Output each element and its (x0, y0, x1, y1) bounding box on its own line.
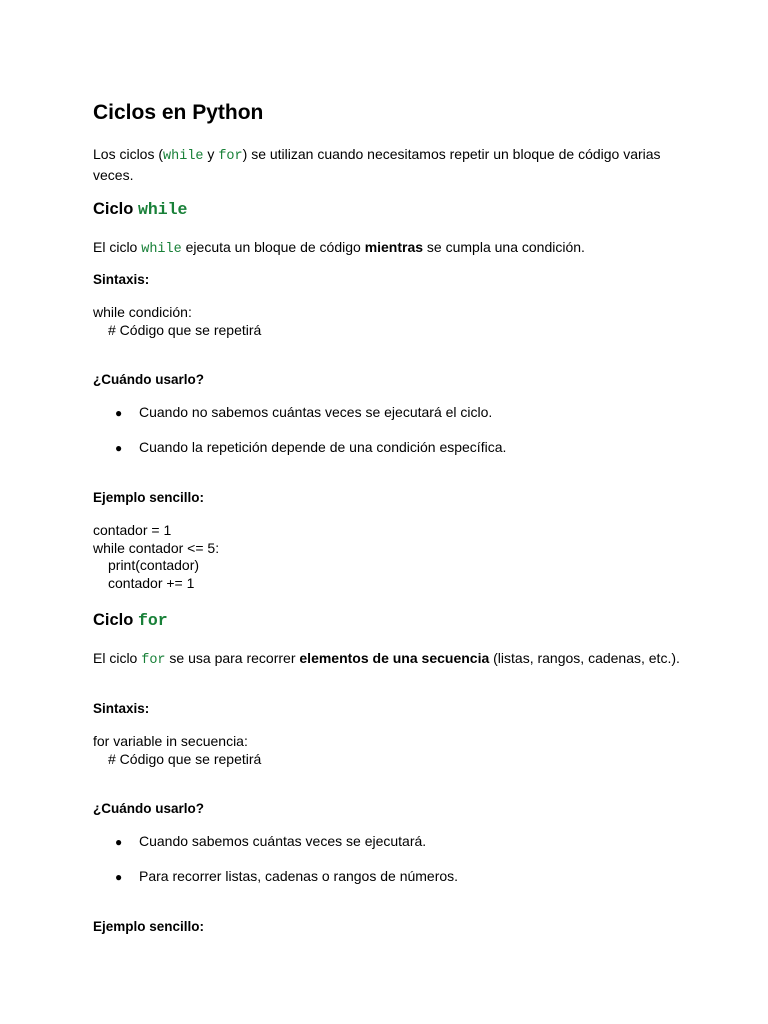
while-example-block (93, 522, 219, 592)
for-heading-text: Ciclo (93, 611, 138, 629)
for-desc-before: El ciclo (93, 650, 142, 666)
for-syntax-label: Sintaxis: (93, 701, 150, 716)
intro-text-after: ) se utilizan cuando necesitamos repetir un bloque de código varias veces. (93, 146, 661, 183)
list-item-text: Cuando no sabemos cuántas veces se ejecutará el ciclo. (139, 404, 493, 420)
while-heading (93, 200, 187, 219)
for-example-label: Ejemplo sencillo: (93, 919, 205, 934)
list-item (115, 439, 506, 455)
for-desc-mid: se usa para recorrer (165, 650, 300, 666)
intro-code-for: for (218, 149, 243, 164)
list-item (115, 833, 426, 849)
bullet-icon: ● (115, 870, 123, 884)
intro-code-while: while (163, 149, 204, 164)
bullet-icon: ● (115, 441, 123, 455)
list-item-text: Cuando la repetición depende de una condición específica. (139, 439, 507, 455)
while-syntax-line: # Código que se repetirá (108, 321, 262, 338)
for-heading (93, 611, 168, 630)
intro-paragraph (93, 145, 683, 184)
while-syntax-block (93, 304, 261, 339)
while-syntax-line: while condición: (93, 304, 192, 320)
list-item (115, 404, 492, 420)
for-description (93, 649, 683, 670)
while-heading-text: Ciclo (93, 200, 138, 218)
while-example-line: while contador <= 5: (93, 539, 220, 556)
bullet-icon: ● (115, 835, 123, 849)
intro-text-before: Los ciclos ( (93, 146, 164, 162)
while-when-label: ¿Cuándo usarlo? (93, 372, 204, 387)
for-heading-code: for (137, 611, 168, 630)
for-syntax-line: for variable in secuencia: (93, 733, 248, 749)
bullet-icon: ● (115, 406, 123, 420)
while-desc-after: se cumpla una condición. (423, 239, 585, 255)
while-example-line: contador = 1 (93, 522, 172, 538)
while-example-label: Ejemplo sencillo: (93, 490, 205, 505)
while-desc-before: El ciclo (93, 239, 142, 255)
for-desc-code: for (141, 653, 166, 668)
while-desc-mid: ejecuta un bloque de código (181, 239, 365, 255)
for-syntax-block (93, 733, 261, 768)
for-desc-bold: elementos de una secuencia (299, 650, 490, 666)
while-syntax-label: Sintaxis: (93, 272, 150, 287)
while-desc-code: while (141, 242, 182, 257)
for-syntax-line: # Código que se repetirá (108, 750, 262, 767)
list-item (115, 868, 458, 884)
list-item-text: Para recorrer listas, cadenas o rangos de números. (139, 868, 459, 884)
while-description (93, 238, 683, 259)
while-desc-bold: mientras (364, 239, 424, 255)
intro-text-mid: y (203, 146, 219, 162)
for-desc-after: (listas, rangos, cadenas, etc.). (489, 650, 680, 666)
list-item-text: Cuando sabemos cuántas veces se ejecutará. (139, 833, 427, 849)
while-example-line: contador += 1 (108, 574, 195, 591)
while-heading-code: while (137, 200, 188, 219)
page-title: Ciclos en Python (93, 101, 264, 124)
while-example-line: print(contador) (108, 557, 200, 573)
for-when-label: ¿Cuándo usarlo? (93, 801, 204, 816)
